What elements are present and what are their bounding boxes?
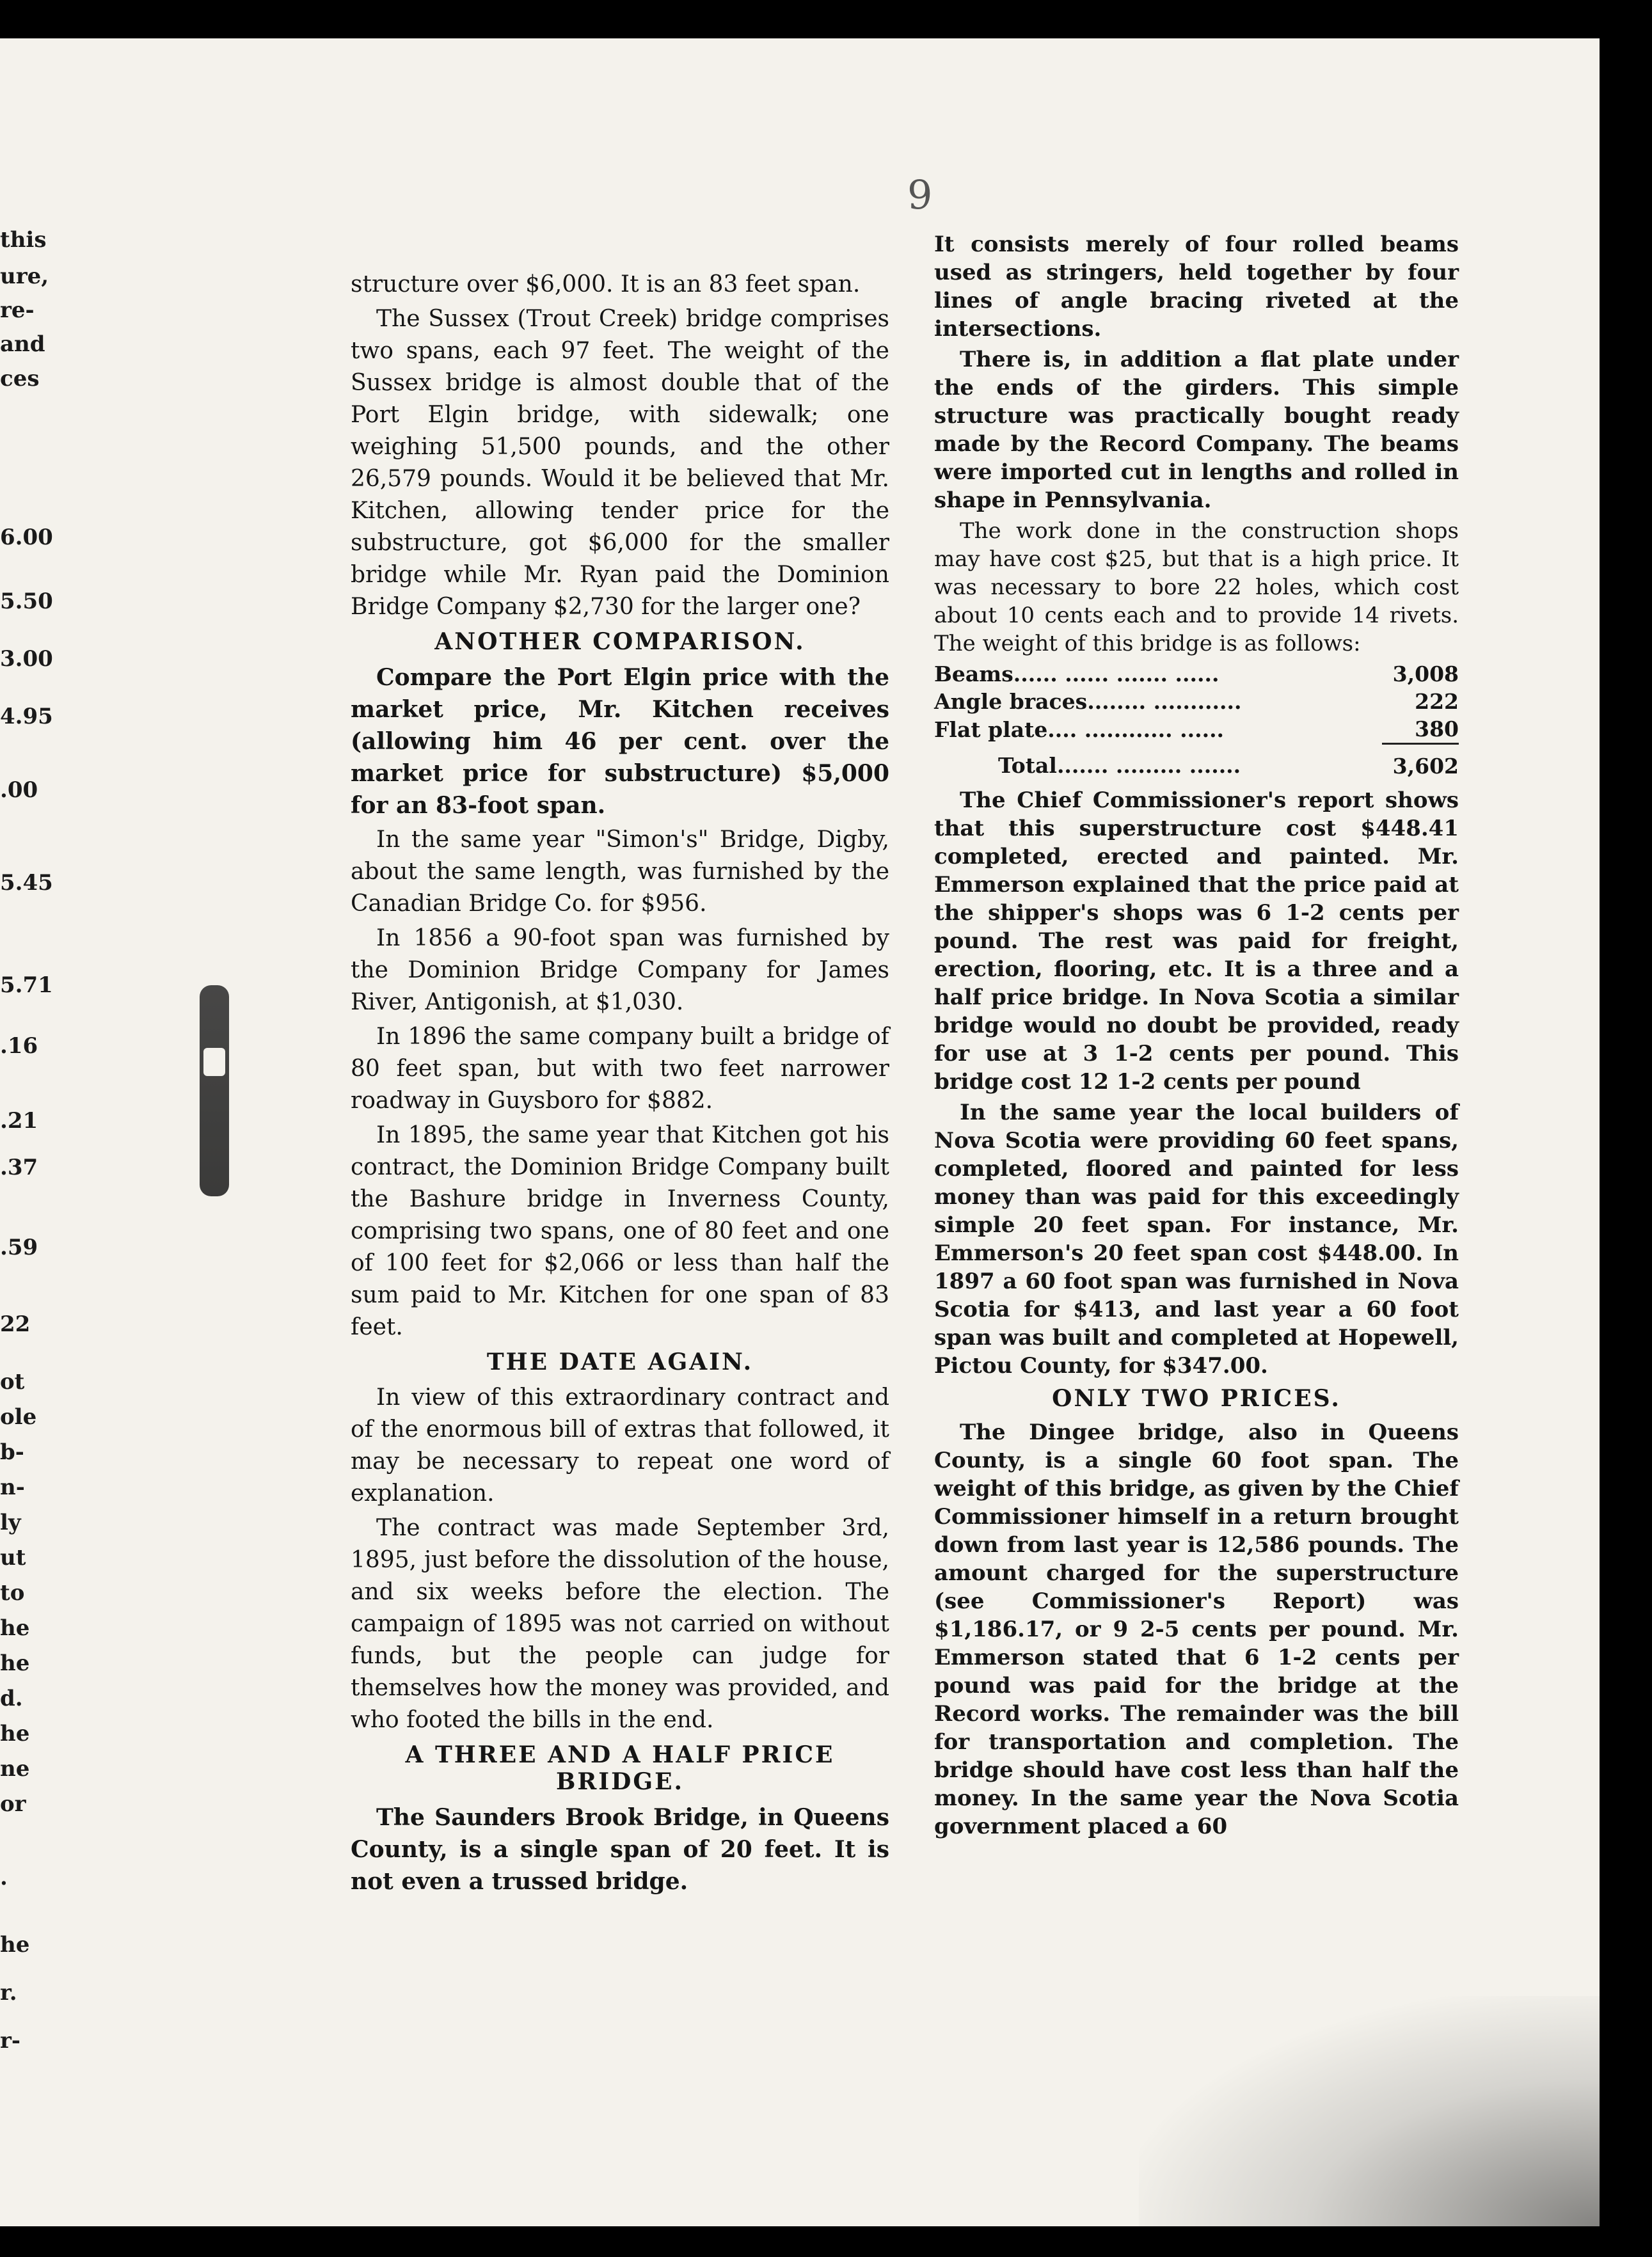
- margin-fragment: d.: [0, 1686, 23, 1711]
- table-row: [934, 715, 1459, 744]
- paragraph: There is, in addition a flat plate under the ends of the girders. This simple structure was practically bought ready made by the Record Company. The beams were imported cut in lengths and rolled in shape in Pennsylvania.: [934, 347, 1459, 513]
- binding-ink-mark: [200, 985, 229, 1196]
- margin-fragment: ne: [0, 1756, 30, 1782]
- paragraph: structure over $6,000. It is an 83 feet span.: [351, 271, 861, 297]
- paragraph: The work done in the construction shops may have cost $25, but that is a high price. It was necessary to bore 22 holes, which cost about 10 cents each and to provide 14 rivets. The weight of this bridge is as follows:: [934, 518, 1459, 656]
- paragraph: The Dingee bridge, also in Queens County, is a single 60 foot span. The weight of this bridge, as given by the Chief Commissioner himself in a return brought down from last year is 12,586 pounds. The amount charged for the superstructure (see Commissioner's Report) was $1,186.17, or 9 2-5 cents per pound. Mr. Emmerson stated that 6 1-2 cents per pound was paid for the bridge at the Record works. The remainder was the bill for transportation and completion. The bridge should have cost less than half the money. In the same year the Nova Scotia government placed a 60: [934, 1420, 1459, 1839]
- table-row: [934, 688, 1459, 715]
- margin-fragment: 3.00: [0, 646, 53, 672]
- paragraph: Compare the Port Elgin price with the market price, Mr. Kitchen receives (allowing him 46 per cent. over the market price for substructure) $5,000 for an 83-foot span.: [351, 664, 889, 819]
- margin-fragment: b-: [0, 1439, 24, 1465]
- margin-fragment: r.: [0, 1980, 17, 2006]
- margin-fragment: or: [0, 1791, 26, 1817]
- section-heading: A THREE AND A HALF PRICE: [405, 1741, 835, 1768]
- page-number: 9: [907, 171, 933, 218]
- margin-fragment: re-: [0, 297, 35, 323]
- section-heading: ONLY TWO PRICES.: [1052, 1385, 1341, 1412]
- margin-fragment: ole: [0, 1404, 37, 1430]
- margin-fragment: ot: [0, 1369, 25, 1395]
- weight-label: Angle braces........ ............: [934, 689, 1242, 714]
- weight-value: 380: [1382, 715, 1459, 744]
- margin-fragment: 5.50: [0, 589, 53, 614]
- table-row: [934, 660, 1459, 688]
- margin-fragment: .59: [0, 1235, 38, 1260]
- margin-fragment: this: [0, 227, 47, 253]
- margin-fragment: ces: [0, 366, 40, 392]
- margin-fragment: .00: [0, 777, 38, 803]
- margin-fragment: to: [0, 1580, 25, 1606]
- weights-table: [934, 660, 1459, 780]
- margin-fragment: 22: [0, 1311, 31, 1337]
- margin-fragment: n-: [0, 1475, 25, 1500]
- margin-fragment: ure,: [0, 264, 49, 289]
- paragraph: It consists merely of four rolled beams used as stringers, held together by four lines of angle bracing riveted at the intersections.: [934, 232, 1459, 342]
- margin-fragment: he: [0, 1615, 30, 1641]
- margin-fragment: and: [0, 331, 45, 357]
- paragraph: In the same year "Simon's" Bridge, Digby, about the same length, was furnished by the Canadian Bridge Co. for $956.: [351, 827, 889, 917]
- margin-fragment: .21: [0, 1108, 38, 1134]
- paragraph: In the same year the local builders of Nova Scotia were providing 60 feet spans, completed, floored and painted for less money than was paid for this exceedingly simple 20 feet span. For instance, Mr. Emmerson's 20 feet span cost $448.00. In 1897 a 60 foot span was furnished in Nova Scotia for $413, and last year a 60 foot span was built and completed at Hopewell, Pictou County, for $347.00.: [934, 1100, 1459, 1379]
- margin-fragment: .16: [0, 1033, 38, 1059]
- paragraph: In 1896 the same company built a bridge of 80 feet span, but with two feet narrower roadway in Guysboro for $882.: [351, 1024, 889, 1114]
- paragraph: In view of this extraordinary contract and of the enormous bill of extras that followed, it may be necessary to repeat one word of explanation.: [351, 1384, 889, 1507]
- margin-fragment: ly: [0, 1510, 21, 1535]
- weight-value: 222: [1415, 689, 1459, 714]
- margin-fragment: he: [0, 1651, 30, 1676]
- page-edge-shadow: [1139, 1996, 1600, 2226]
- paragraph: The Sussex (Trout Creek) bridge comprises two spans, each 97 feet. The weight of the Sussex bridge is almost double that of the Port Elgin bridge, with sidewalk; one weighing 51,500 pounds, and the other 26,579 pounds. Would it be believed that Mr. Kitchen, allowing tender price for the substructure, got $6,000 for the smaller bridge while Mr. Ryan paid the Dominion Bridge Company $2,730 for the larger one?: [351, 306, 889, 620]
- margin-fragment: r-: [0, 2028, 21, 2054]
- paragraph: The contract was made September 3rd, 1895, just before the dissolution of the house, and six weeks before the election. The campaign of 1895 was not carried on without funds, but the people can judge for themselves how the money was provided, and who footed the bills in the end.: [351, 1515, 889, 1733]
- paragraph: In 1856 a 90-foot span was furnished by the Dominion Bridge Company for James River, Antigonish, at $1,030.: [351, 925, 889, 1015]
- total-label: Total....... ......... .......: [998, 753, 1241, 779]
- margin-fragment: he: [0, 1932, 30, 1958]
- margin-fragment: .37: [0, 1155, 38, 1180]
- paragraph: The Saunders Brook Bridge, in Queens County, is a single span of 20 feet. It is not even a trussed bridge.: [351, 1804, 889, 1895]
- text-column-left: [351, 269, 889, 1900]
- margin-fragment: he: [0, 1721, 30, 1746]
- section-heading-continued: BRIDGE.: [555, 1768, 685, 1795]
- total-value: 3,602: [1392, 754, 1459, 779]
- margin-fragment: 5.71: [0, 972, 53, 998]
- margin-fragment: ut: [0, 1545, 26, 1571]
- margin-fragment: 5.45: [0, 870, 53, 896]
- margin-fragment: .: [0, 1865, 8, 1890]
- paragraph: The Chief Commissioner's report shows that this superstructure cost $448.41 completed, erected and painted. Mr. Emmerson explained that the price paid at the shipper's shops was 6 1-2 cents per pound. The rest was paid for freight, erection, flooring, etc. It is a three and a half price bridge. In Nova Scotia a similar bridge would no doubt be provided, ready for use at 3 1-2 cents per pound. This bridge cost 12 1-2 cents per pound: [934, 788, 1459, 1095]
- weight-label: Flat plate.... ............ ......: [934, 717, 1225, 742]
- weight-label: Beams...... ...... ....... ......: [934, 661, 1219, 686]
- text-column-right: [934, 230, 1459, 1843]
- section-heading: ANOTHER COMPARISON.: [434, 628, 806, 655]
- paragraph: In 1895, the same year that Kitchen got his contract, the Dominion Bridge Company built the Bashure bridge in Inverness County, comprising two spans, one of 80 feet and one of 100 feet for $2,066 or less than half the sum paid to Mr. Kitchen for one span of 83 feet.: [351, 1122, 889, 1340]
- scanned-page: [0, 38, 1600, 2226]
- margin-fragment: 4.95: [0, 704, 53, 729]
- section-heading: THE DATE AGAIN.: [486, 1349, 754, 1375]
- margin-fragment: 6.00: [0, 525, 53, 550]
- table-total-row: [934, 744, 1459, 780]
- weight-value: 3,008: [1392, 661, 1459, 686]
